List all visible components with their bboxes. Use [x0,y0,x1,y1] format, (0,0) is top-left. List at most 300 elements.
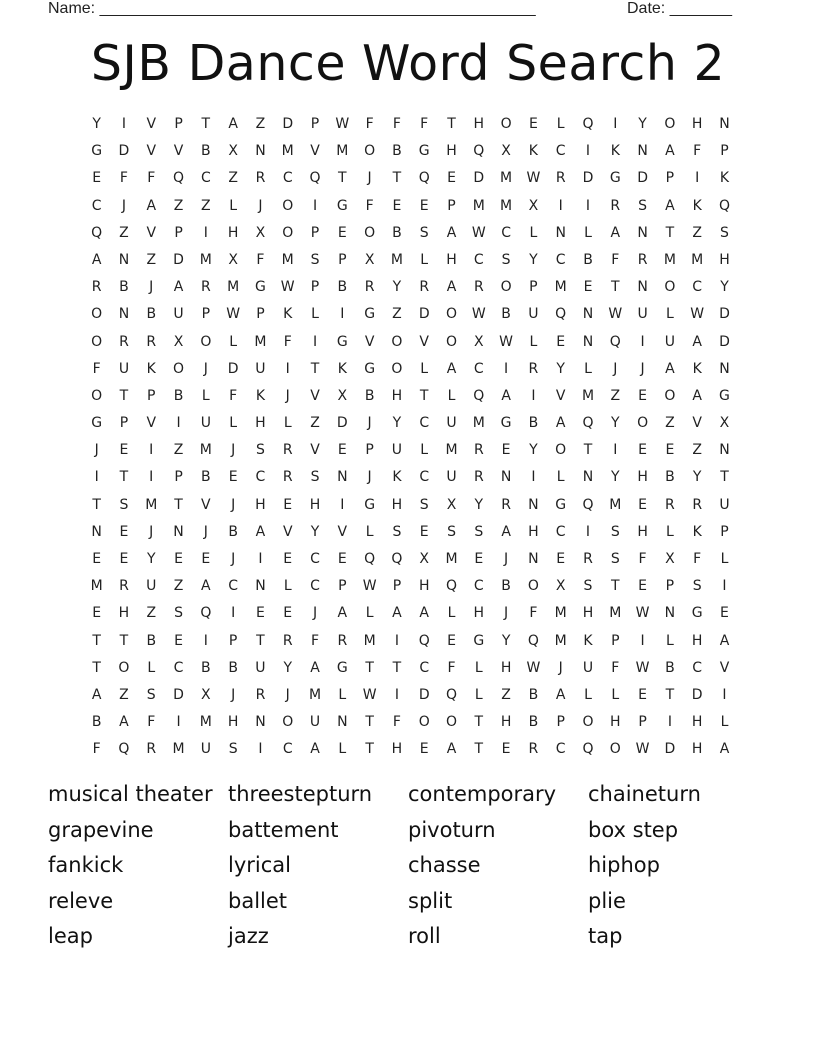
grid-letter: G [555,496,567,513]
grid-letter: D [719,306,730,323]
grid-letter: I [149,442,154,459]
grid-letter: H [528,523,539,540]
grid-letter: U [719,496,730,513]
grid-letter: I [258,551,263,567]
word-list-item: hiphop [588,853,660,878]
grid-letter: P [310,279,320,296]
grid-letter: H [446,251,457,268]
grid-letter: M [500,197,513,214]
grid-letter: O [527,578,539,595]
grid-letter: F [256,251,265,268]
grid-letter: A [228,116,238,132]
grid-letter: R [255,170,266,187]
grid-letter: U [446,415,457,432]
grid-letter: N [528,496,539,513]
grid-letter: K [692,197,702,214]
grid-letter: C [692,279,703,296]
grid-letter: F [147,170,156,187]
grid-letter: K [692,360,702,377]
page-title: SJB Dance Word Search 2 [90,35,726,92]
grid-letter: F [693,551,702,567]
grid-letter: I [340,496,345,513]
grid-letter: J [367,415,372,432]
grid-letter: I [531,469,536,486]
grid-letter: M [145,496,158,513]
grid-letter: L [201,387,210,404]
grid-letter: M [445,551,458,567]
grid-letter: M [554,605,567,622]
grid-letter: T [365,741,374,758]
grid-letter: H [418,578,430,595]
grid-letter: R [91,279,102,296]
grid-letter: R [583,551,593,567]
grid-letter: O [118,659,130,676]
grid-letter: S [501,251,511,268]
grid-letter: S [146,686,156,703]
grid-letter: T [119,469,129,486]
grid-letter: Y [529,251,538,268]
grid-letter: A [446,279,457,296]
grid-letter: T [665,686,675,703]
grid-letter: M [581,387,595,404]
grid-letter: H [255,496,266,513]
word-list-item: tap [588,924,623,949]
grid-letter: B [392,143,402,160]
grid-letter: X [228,251,238,268]
grid-letter: E [528,116,538,132]
grid-letter: F [638,551,647,567]
grid-letter: L [283,415,292,432]
grid-letter: F [611,659,620,676]
grid-letter: E [638,387,648,404]
grid-letter: W [499,333,514,350]
grid-letter: I [640,333,645,350]
grid-letter: I [722,578,727,595]
grid-letter: I [340,306,345,323]
grid-letter: W [635,605,650,622]
grid-letter: R [473,279,484,296]
grid-letter: T [119,387,129,404]
grid-letter: B [173,387,184,404]
grid-letter: P [119,415,129,432]
grid-letter: V [364,333,375,350]
grid-letter: B [119,279,129,296]
grid-letter: G [91,143,103,160]
grid-letter: Y [310,523,320,540]
grid-letter: M [254,333,267,350]
grid-letter: N [337,714,348,731]
grid-letter: P [201,306,211,323]
grid-letter: F [310,632,320,649]
grid-letter: X [665,551,675,567]
grid-letter: B [665,469,675,486]
grid-letter: E [556,333,566,350]
grid-letter: E [447,632,456,649]
grid-letter: C [555,143,566,160]
grid-letter: O [91,306,103,323]
grid-letter: J [258,197,263,214]
grid-letter: R [282,632,293,649]
grid-letter: M [663,251,676,268]
grid-letter: O [664,279,676,296]
grid-letter: I [176,415,181,432]
grid-letter: O [364,143,376,160]
grid-letter: R [282,442,293,459]
grid-letter: X [364,251,375,268]
grid-letter: I [640,632,645,649]
grid-letter: I [585,523,591,540]
grid-letter: I [613,116,618,132]
grid-letter: O [391,333,403,350]
grid-letter: G [364,306,376,323]
grid-letter: S [310,251,320,268]
grid-letter: K [610,143,620,160]
grid-letter: O [418,714,430,731]
grid-letter: V [146,143,157,160]
grid-letter: T [583,442,593,459]
grid-letter: H [255,415,266,432]
grid-letter: L [283,578,292,595]
grid-letter: U [146,578,157,595]
grid-letter: E [337,442,347,459]
grid-letter: K [337,360,347,377]
grid-letter: X [446,496,457,513]
grid-letter: L [529,333,538,350]
word-list-item: releve [48,888,114,913]
grid-letter: E [119,442,129,459]
grid-letter: J [312,605,318,622]
grid-letter: J [231,551,236,567]
grid-letter: S [583,578,593,595]
grid-letter: S [638,197,648,214]
grid-letter: R [119,578,129,595]
word-list-item: split [408,888,453,913]
grid-letter: R [637,251,648,268]
grid-letter: E [501,741,511,758]
grid-letter: A [665,360,675,377]
grid-letter: E [556,551,566,567]
grid-letter: E [119,551,129,567]
grid-letter: O [500,116,512,132]
word-list-item: leap [48,924,93,949]
grid-letter: A [501,523,511,540]
grid-letter: T [201,116,211,132]
grid-letter: P [392,578,402,595]
grid-letter: N [118,251,130,268]
grid-letter: P [665,578,675,595]
grid-letter: C [91,197,102,214]
grid-letter: Q [445,578,458,595]
grid-letter: C [555,741,566,758]
grid-letter: N [528,551,539,567]
grid-letter: D [691,686,703,703]
word-list-item: jazz [228,924,269,949]
grid-letter: C [282,170,293,187]
grid-letter: I [285,360,290,377]
grid-letter: E [638,578,648,595]
grid-letter: A [692,333,702,350]
grid-letter: M [363,632,376,649]
grid-letter: O [91,333,103,350]
grid-letter: Q [418,632,430,649]
grid-letter: L [720,714,729,731]
grid-letter: J [367,170,372,187]
grid-letter: X [201,686,211,703]
grid-letter: P [147,387,156,404]
grid-letter: E [638,496,648,513]
grid-letter: L [529,224,538,241]
grid-letter: M [691,251,704,268]
grid-letter: A [91,686,102,703]
grid-letter: M [472,415,485,432]
grid-letter: Y [529,442,538,459]
grid-letter: I [558,197,563,214]
grid-letter: N [664,605,676,622]
grid-letter: D [582,170,594,187]
grid-letter: E [583,279,593,296]
grid-letter: K [583,632,593,649]
grid-letter: I [149,469,154,486]
grid-letter: T [720,469,729,486]
grid-letter: I [394,686,399,703]
grid-letter: E [720,605,729,622]
grid-letter: I [722,686,727,703]
grid-letter: I [176,714,181,731]
word-list-item: threestepturn [228,782,373,806]
grid-letter: Y [638,116,647,132]
grid-letter: V [555,387,566,404]
grid-letter: P [638,714,647,731]
grid-letter: W [608,306,623,323]
grid-letter: R [528,741,539,758]
grid-letter: P [228,632,238,649]
grid-letter: Z [173,578,184,595]
grid-letter: R [146,741,157,758]
grid-letter: L [365,523,374,540]
grid-letter: P [447,197,456,214]
grid-letter: G [364,360,376,377]
grid-letter: Y [146,551,156,567]
grid-letter: C [473,251,484,268]
grid-letter: S [174,605,183,622]
grid-letter: Z [146,605,157,622]
grid-letter: B [528,686,539,703]
grid-letter: U [200,415,211,432]
grid-letter: V [146,415,157,432]
grid-letter: J [231,442,236,459]
grid-letter: H [227,224,239,241]
grid-letter: H [391,387,403,404]
grid-letter: J [285,686,290,703]
grid-letter: K [392,469,402,486]
grid-letter: R [364,279,375,296]
grid-letter: M [554,632,567,649]
grid-letter: K [146,360,156,377]
grid-letter: C [419,469,430,486]
grid-letter: N [582,306,594,323]
grid-letter: Z [692,442,702,459]
grid-letter: J [613,360,618,377]
grid-letter: Z [173,442,184,459]
grid-letter: O [582,714,594,731]
grid-letter: Q [582,741,594,758]
grid-letter: X [228,143,238,160]
grid-letter: Z [201,197,211,214]
grid-letter: B [528,415,539,432]
grid-letter: K [719,170,730,187]
grid-letter: Z [173,197,184,214]
grid-letter: F [420,116,429,132]
grid-letter: T [310,360,320,377]
grid-letter: R [255,686,266,703]
grid-letter: J [231,496,236,513]
grid-letter: M [281,251,294,268]
grid-letter: P [611,632,620,649]
grid-letter: Q [200,605,212,622]
grid-letter: I [258,741,263,758]
grid-letter: M [172,741,185,758]
grid-letter: Z [665,415,675,432]
grid-letter: T [92,496,101,513]
grid-letter: F [392,116,401,132]
grid-letter: I [203,224,208,241]
grid-letter: S [310,469,320,486]
grid-letter: E [283,496,293,513]
grid-letter: D [637,170,648,187]
grid-letter: E [92,605,102,622]
grid-letter: P [256,306,265,323]
grid-letter: M [472,197,485,214]
grid-letter: Q [555,306,567,323]
grid-letter: C [255,469,266,486]
grid-letter: L [420,360,429,377]
grid-letter: T [419,387,429,404]
grid-letter: G [691,605,703,622]
grid-letter: S [419,496,429,513]
grid-letter: E [337,224,347,241]
grid-letter: J [203,360,208,377]
word-list-item: grapevine [48,817,154,842]
grid-letter: Y [474,496,484,513]
grid-letter: V [310,442,320,459]
grid-letter: Z [310,415,320,432]
grid-letter: V [146,224,157,241]
grid-letter: C [473,578,484,595]
word-list [48,777,768,955]
grid-letter: V [310,387,320,404]
grid-letter: Q [582,116,594,132]
grid-letter: J [149,523,154,540]
grid-letter: H [227,714,239,731]
grid-letter: W [526,659,541,676]
grid-letter: A [692,387,702,404]
grid-letter: T [611,279,620,296]
grid-letter: B [392,224,402,241]
grid-letter: T [338,170,347,187]
grid-letter: I [667,714,672,731]
grid-letter: B [665,659,675,676]
grid-letter: L [229,197,238,214]
grid-letter: V [282,523,293,540]
grid-letter: B [146,632,157,649]
grid-letter: C [501,224,511,241]
grid-letter: O [364,224,376,241]
grid-letter: A [173,279,184,296]
grid-letter: M [390,251,403,268]
grid-letter: R [501,496,511,513]
grid-letter: Q [473,143,485,160]
grid-letter: Y [611,415,620,432]
grid-letter: O [282,714,294,731]
grid-letter: F [119,170,128,187]
grid-letter: J [149,279,154,296]
grid-letter: Y [392,415,402,432]
grid-letter: Y [392,279,402,296]
grid-letter: N [637,224,648,241]
grid-letter: E [92,551,102,567]
worksheet-header [48,0,748,20]
grid-letter: L [311,306,319,323]
grid-letter: U [391,442,403,459]
grid-letter: V [719,659,730,676]
grid-letter: B [91,714,102,731]
grid-letter: J [367,469,372,486]
grid-letter: U [446,469,457,486]
word-list-item: contemporary [408,782,557,806]
grid-letter: L [665,306,674,323]
grid-letter: I [312,197,318,214]
grid-letter: Q [364,551,376,567]
grid-letter: R [337,632,348,649]
grid-letter: T [665,224,675,241]
grid-letter: S [720,224,729,241]
grid-letter: U [637,306,648,323]
grid-letter: S [474,523,484,540]
grid-letter: Z [255,116,266,132]
grid-letter: M [199,714,212,731]
grid-letter: G [336,333,348,350]
grid-letter: T [92,659,101,676]
grid-letter: I [231,605,236,622]
grid-letter: I [394,632,399,649]
grid-letter: U [664,333,675,350]
grid-letter: L [584,360,592,377]
grid-letter: W [690,306,705,323]
grid-letter: U [309,714,321,731]
grid-letter: I [695,170,700,187]
grid-letter: W [635,741,650,758]
grid-letter: R [473,442,484,459]
grid-letter: A [719,741,730,758]
grid-letter: R [555,170,566,187]
grid-letter: P [310,224,320,241]
grid-letter: Z [392,306,402,323]
grid-letter: H [500,714,512,731]
grid-letter: H [637,469,648,486]
grid-letter: Q [718,197,730,214]
grid-letter: V [419,333,429,350]
grid-letter: R [200,279,211,296]
grid-letter: O [391,360,403,377]
word-list-item: chasse [408,853,481,878]
grid-letter: I [94,469,99,486]
grid-letter: C [310,578,320,595]
grid-letter: I [613,442,618,459]
grid-letter: P [174,224,183,241]
grid-letter: E [665,442,675,459]
grid-letter: S [392,523,402,540]
grid-letter: J [558,659,563,676]
